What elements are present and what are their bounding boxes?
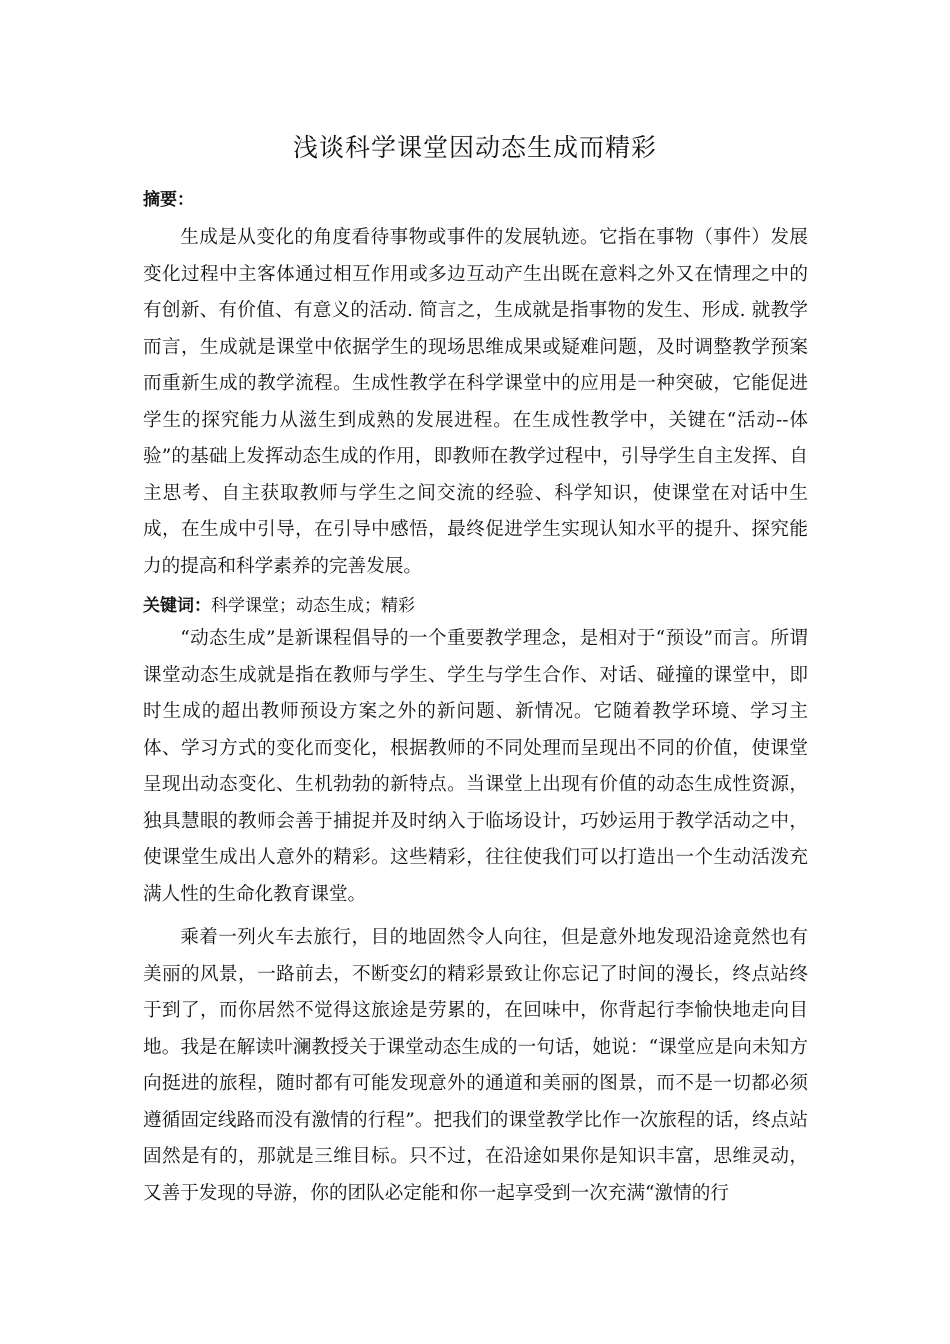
keywords-values: 科学课堂；动态生成；精彩	[211, 596, 415, 616]
abstract-paragraph: 生成是从变化的角度看待事物或事件的发展轨迹。它指在事物（事件）发展变化过程中主客体通过相互作用或多边互动产生出既在意料之外又在情理之中的有创新、有价值、有意义的活动. 简言之，生成就是指事物的发生、形成. 就教学而言，生成就是课堂中依据学生的现场思维成果或疑难问题，及时调整教学预案而重新生成的教学流程。生成性教学在科学课堂中的应用是一种突破，它能促进学生的探究能力从滋生到成熟的发展进程。在生成性教学中，关键在“活动--体验”的基础上发挥动态生成的作用，即教师在教学过程中，引导学生自主发挥、自主思考、自主获取教师与学生之间交流的经验、科学知识，使课堂在对话中生成，在生成中引导，在引导中感悟，最终促进学生实现认知水平的提升、探究能力的提高和科学素养的完善发展。	[143, 227, 808, 577]
keywords-line	[143, 593, 415, 619]
abstract-label: 摘要：	[143, 190, 194, 210]
body-paragraph: “动态生成”是新课程倡导的一个重要教学理念，是相对于“预设”而言。所谓课堂动态生成就是指在教师与学生、学生与学生合作、对话、碰撞的课堂中，即时生成的超出教师预设方案之外的新问题、新情况。它随着教学环境、学习主体、学习方式的变化而变化，根据教师的不同处理而呈现出不同的价值，使课堂呈现出动态变化、生机勃勃的新特点。当课堂上出现有价值的动态生成性资源，独具慧眼的教师会善于捕捉并及时纳入于临场设计，巧妙运用于教学活动之中，使课堂生成出人意外的精彩。这些精彩，往往使我们可以打造出一个生动活泼充满人性的生命化教育课堂。	[143, 628, 808, 905]
body-paragraph: 乘着一列火车去旅行，目的地固然令人向往，但是意外地发现沿途竟然也有美丽的风景，一路前去，不断变幻的精彩景致让你忘记了时间的漫长，终点站终于到了，而你居然不觉得这旅途是劳累的，在回味中，你背起行李愉快地走向目地。我是在解读叶澜教授关于课堂动态生成的一句话，她说：“课堂应是向未知方向挺进的旅程，随时都有可能发现意外的通道和美丽的图景，而不是一切都必须遵循固定线路而没有激情的行程”。把我们的课堂教学比作一次旅程的话，终点站固然是有的，那就是三维目标。只不过，在沿途如果你是知识丰富，思维灵动，又善于发现的导游，你的团队必定能和你一起享受到一次充满“激情的行	[143, 927, 808, 1204]
document-title: 浅谈科学课堂因动态生成而精彩	[292, 133, 657, 162]
keywords-label: 关键词：	[143, 596, 211, 616]
